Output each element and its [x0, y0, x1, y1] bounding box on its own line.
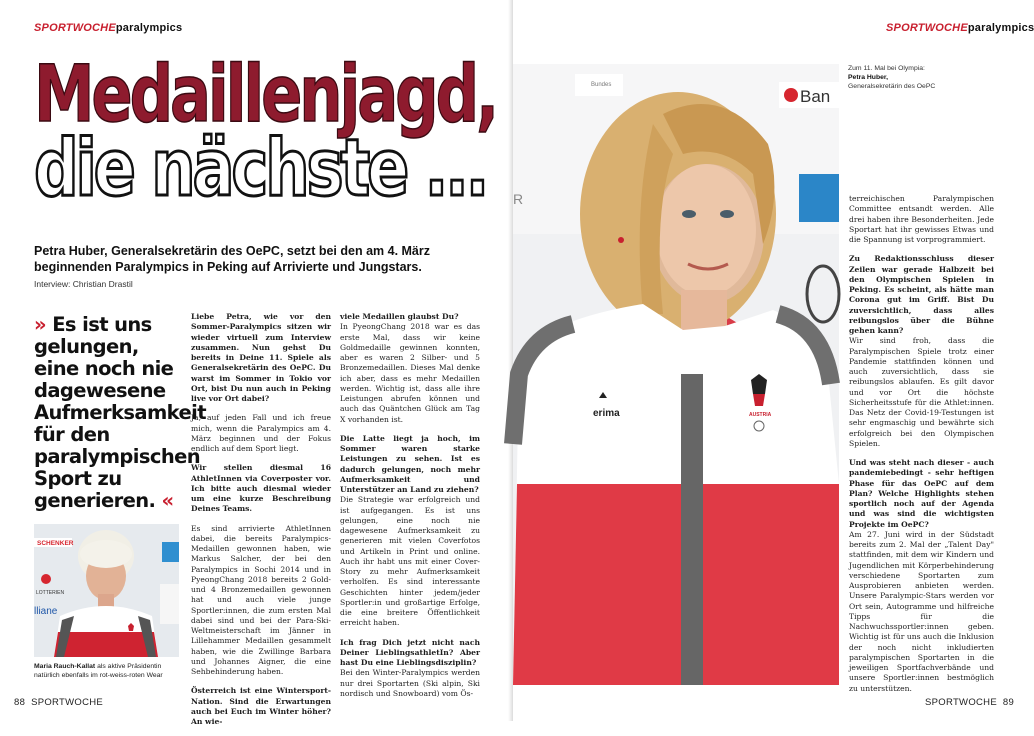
pull-quote: [34, 313, 206, 512]
left-page: [0, 0, 511, 726]
sponsor-logo-bundes: Bundes: [591, 82, 612, 88]
sponsor-logo-allianz: lliane: [34, 606, 58, 617]
caption-name: Maria Rauch-Kallat: [34, 663, 96, 670]
section-tag: [886, 22, 1034, 34]
section-tag-red: SPORTWOCHE: [34, 22, 116, 34]
question-paragraph: Österreich ist eine Wintersport-Nation. Sind die Erwartungen auch bei Euch im Winter höher? An wie-: [191, 686, 331, 726]
folio-left: [14, 697, 103, 708]
photo-petra-huber: [513, 64, 839, 685]
answer-paragraph: Bei den Winter-Paralympics werden nur drei Sportarten (Ski alpin, Ski nordisch und Snowboard) vom Ös-: [340, 668, 480, 698]
page-number: 89: [1002, 697, 1015, 708]
sponsor-logo-lotterien: LOTTERIEN: [36, 590, 65, 596]
answer-paragraph: Es sind arrivierte AthletInnen dabei, die bereits Paralympics-Medaillen gewonnen haben, wie Markus Salcher, der bei den Paralympics in Sochi 2014 und in PyeongChang 2018 bereits 2 Gold- und 4 Bronzemedaillen gewonnen hat und auch viele junge Sportler:innen, die zum ersten Mal dabei sind und bei der Para-Ski-Weltmeisterschaft im Jänner in Lillehammer Medaillen gesammelt haben, wie die Zwillinge Barbara und Johannes Aigner, die eine Sehbehinderung haben.: [191, 523, 331, 676]
caption-prefix: Zum 11. Mal bei Olympia:: [848, 65, 925, 72]
question-paragraph: Zu Redaktionsschluss dieser Zeilen war gerade Halbzeit bei den Olympischen Spielen in Peking. Es scheint, als hätte man Corona gut im Griff. Bist Du zuversichtlich, dass alles reibungslos über die Bühne gehen kann?: [849, 254, 994, 335]
photo-caption-right: [848, 64, 938, 92]
headline: [34, 50, 497, 214]
pull-quote-text: Es ist uns gelungen, eine noch nie dagewesene Aufmerksamkeit für den paralympischen Sport zu generieren.: [34, 313, 206, 512]
folio-magazine-name: SPORTWOCHE: [925, 697, 997, 708]
folio-magazine-name: SPORTWOCHE: [31, 697, 104, 708]
answer-paragraph: Die Strategie war erfolgreich und ist aufgegangen. Es ist uns gelungen, eine noch nie dagewesene Aufmerksamkeit zu generieren mit vielen Coverfotos und Artikeln in Print und online. Auch ihr habt uns mit einer Cover-Story zu mehr Aufmerksamkeit verholfen. Es sind interessante Geschichten hinter jedem/jeder Sportler:in und großartige Erfolge, die eine breitere Öffentlichkeit erreicht haben.: [340, 495, 480, 628]
section-tag-black: paralympics: [967, 22, 1034, 34]
caption-text: als aktive Präsidentin natürlich ebenfalls im rot-weiss-roten Wear: [34, 663, 163, 679]
question-paragraph: viele Medaillen glaubst Du?: [340, 312, 459, 321]
body-column-2: [340, 312, 480, 708]
jersey-brand-text: erima: [593, 408, 620, 419]
answer-paragraph: In PyeongChang 2018 war es das erste Mal, dass wir keine Goldmedaille gewinnen konnten, aber es waren 2 Silber- und 5 Bronzemedaillen. Dieses Mal denke ich aber, dass es mehr Medaillen werden. Wichtig ist, dass alle ihre Leistungen abrufen können und auch das Quäntchen Glück am Tag X vorhanden ist.: [340, 322, 480, 424]
lead-paragraph: Petra Huber, Generalsekretärin des OePC, setzt bei den am 4. März beginnenden Paralympics in Peking auf Arrivierte und Jungstars.: [34, 244, 430, 274]
byline: Interview: Christian Drastil: [34, 279, 133, 289]
question-paragraph: Liebe Petra, wie vor den Sommer-Paralympics sitzen wir wieder virtuell zum Interview zusammen. Nun gehst Du bereits in Deine 11. Spiele als Generalsekretärin des OePC. Du warst im Sommer in Tokio vor Ort, bist Du nun auch in Peking live vor Ort dabei?: [191, 312, 331, 403]
question-paragraph: Ich frag Dich jetzt nicht nach Deiner LieblingsathletIn? Aber hast Du eine Lieblingsdisziplin?: [340, 637, 480, 667]
body-column-1: [191, 312, 331, 736]
answer-paragraph: Wir sind froh, dass die Paralympischen Spiele trotz einer Pandemie stattfinden können und auch zuversichtlich, dass sie reibungslos ablaufen. Es gilt davor und vor Ort die höchste Sicherheitsstufe für die Athlet:innen. Das Netz der Covid-19-Testungen ist sehr engmaschig und bewährte sich erfolgreich bei den Olympischen Spielen.: [849, 336, 994, 448]
question-paragraph: Wir stellen diesmal 16 AthletInnen via Coverposter vor. Ich bitte auch diesmal wieder um eine kurze Beschreibung Deines Teams.: [191, 463, 331, 514]
section-tag-red: SPORTWOCHE: [886, 22, 968, 34]
section-tag-black: paralympics: [115, 22, 183, 34]
body-column-3: [849, 194, 994, 703]
sponsor-logo-schenker: SCHENKER: [37, 540, 74, 547]
photo-maria-rauch-kallat: [34, 524, 179, 657]
answer-paragraph: terreichischen Paralympischen Committee entsandt werden. Alle drei haben ihre Besonderheiten. Jede Sportart hat ihr gewisses Etwas und die Spannung ist vorprogrammiert.: [849, 194, 994, 244]
jersey-country-text: AUSTRIA: [749, 412, 772, 418]
caption-name: Petra Huber,: [848, 74, 889, 82]
question-paragraph: Die Latte liegt ja hoch, im Sommer waren starke Leistungen zu sehen. Ist es dadurch gelungen, noch mehr Aufmerksamkeit und Unterstützer an Land zu ziehen?: [340, 433, 480, 494]
headline-line-2: die nächste ...: [34, 124, 487, 214]
svg-text:R: R: [513, 191, 524, 207]
caption-role: Generalsekretärin des OePC: [848, 83, 936, 91]
headline-line-1: Medaillenjagd,: [34, 50, 497, 140]
answer-paragraph: Ja, auf jeden Fall und ich freue mich, wenn die Paralympics am 4. März beginnen und der Fokus endlich auf dem Sport liegt.: [191, 413, 331, 453]
answer-paragraph: Am 27. Juni wird in der Südstadt bereits zum 2. Mal der „Talent Day" stattfinden, mit dem wir Kindern und Jugendlichen mit Körperbehinderung verschiedene Sportarten zum Ausprobieren anbieten werden. Unsere Paralympic-Stars werden vor Ort sein, Autogramme und hilfreiche Tipps für die Nachwuchssportler:innen geben. Wichtig ist für uns auch die Inklusion der noch nicht inkludierten paralympischen Sportarten in die jeweiligen Sportfachverbände und unsere Sportler:innen bestmöglich zu unterstützen.: [849, 529, 994, 693]
quote-open-mark: »: [34, 313, 46, 336]
page-number: 88: [14, 697, 26, 708]
sponsor-logo-bank: Ban: [800, 87, 831, 106]
main-portrait-illustration: [513, 64, 839, 685]
question-paragraph: Und was steht nach dieser - auch pandemiebedingt - sehr heftigen Phase für das OePC auf dem Plan? Welche Highlights stehen sportlich noch auf der Agenda und was sind die wichtigsten Projekte im OePC?: [849, 458, 994, 529]
quote-close-mark: «: [161, 489, 174, 512]
section-tag: [34, 22, 182, 34]
portrait-illustration: [34, 524, 179, 657]
photo-caption-left: [34, 662, 174, 680]
